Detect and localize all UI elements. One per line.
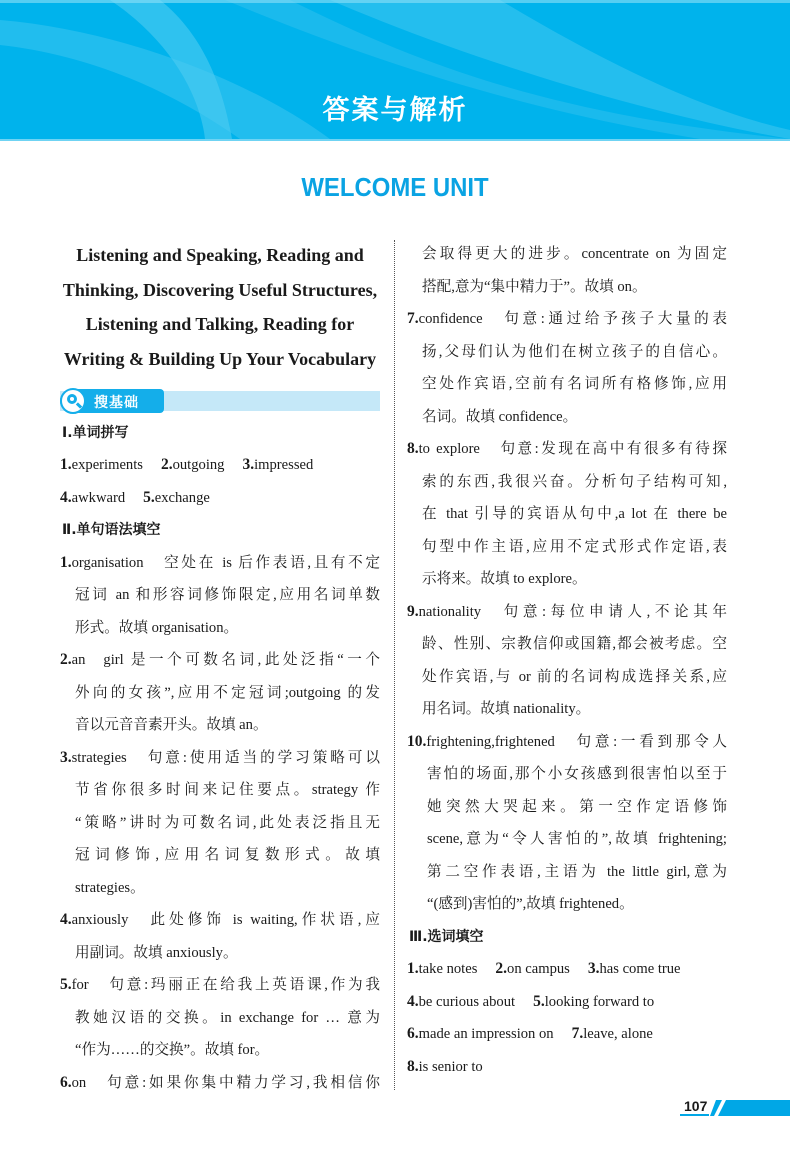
explanation-line: 句型中作主语,应用不定式形式作定语,表 bbox=[422, 538, 727, 555]
item-number: 4. bbox=[60, 911, 72, 929]
answer: leave, alone bbox=[583, 1026, 653, 1042]
explanation-item bbox=[60, 969, 380, 1067]
page-number: 107 bbox=[680, 1098, 709, 1116]
explanation-item bbox=[407, 726, 727, 921]
item-number: 9. bbox=[407, 602, 419, 620]
answer: strategies bbox=[71, 749, 127, 766]
explanation-item bbox=[60, 547, 380, 645]
header-banner bbox=[0, 0, 790, 141]
answer-row bbox=[407, 953, 727, 986]
explanation-line: 扬,父母们认为他们在树立孩子的自信心。 bbox=[422, 343, 727, 360]
answer: frightening,frightened bbox=[426, 733, 555, 750]
item-number: 3. bbox=[587, 960, 600, 977]
explanation-line: 害怕的场面,那个小女孩感到很害怕以至于 bbox=[427, 766, 727, 782]
answer: has come true bbox=[599, 961, 681, 977]
basics-tag-label: 搜基础 bbox=[94, 394, 139, 411]
item-number: 6. bbox=[407, 1025, 419, 1042]
answer: an bbox=[71, 652, 86, 669]
explanation-line: 用名词。故填 nationality。 bbox=[422, 701, 591, 717]
explanation-line: “策略”讲时为可数名词,此处表泛指且无 bbox=[75, 814, 380, 831]
item-number: 1. bbox=[60, 553, 72, 571]
answer: outgoing bbox=[172, 457, 225, 474]
section-heading-line: Listening and Speaking, Reading and bbox=[76, 245, 364, 265]
answer: is senior to bbox=[418, 1058, 483, 1075]
answer: awkward bbox=[71, 489, 126, 506]
explanation-line: 索的东西,我很兴奋。分析句子结构可知, bbox=[422, 473, 727, 490]
explanation-line: 空处作宾语,空前有名词所有格修饰,应用 bbox=[422, 376, 727, 392]
explanation-item bbox=[60, 644, 380, 742]
item-number: 5. bbox=[60, 976, 72, 994]
part-1-title: Ⅰ.单词拼写 bbox=[62, 424, 129, 441]
explanation-line: 外向的女孩”,应用不定冠词;outgoing 的发 bbox=[75, 684, 380, 701]
answer: on campus bbox=[507, 961, 570, 977]
part-3-title: Ⅲ.选词填空 bbox=[409, 928, 484, 945]
item-number: 1. bbox=[60, 456, 72, 474]
page-number-bar-decoration bbox=[710, 1100, 790, 1118]
answer: looking forward to bbox=[544, 993, 655, 1010]
item-number: 3. bbox=[242, 456, 255, 474]
answer: nationality bbox=[418, 603, 482, 620]
answer-row bbox=[60, 482, 380, 515]
answer: anxiously bbox=[71, 912, 129, 929]
answer: impressed bbox=[254, 457, 314, 474]
explanation-line: 龄、性别、宗教信仰或国籍,都会被考虑。空 bbox=[422, 636, 727, 652]
answer-row bbox=[407, 986, 727, 1019]
explanation-line: “(感到)害怕的”,故填 frightened。 bbox=[427, 896, 634, 912]
explanation-line: 冠词 an 和形容词修饰限定,应用名词单数 bbox=[75, 587, 380, 604]
explanation-line: 形式。故填 organisation。 bbox=[75, 619, 239, 636]
explanation-line: 句意:如果你集中精力学习,我相信你 bbox=[104, 1074, 380, 1091]
unit-title: WELCOME UNIT bbox=[301, 172, 489, 202]
answer-row bbox=[407, 1051, 727, 1084]
explanation-line: 名词。故填 confidence。 bbox=[422, 408, 578, 425]
item-number: 3. bbox=[60, 748, 72, 766]
section-heading bbox=[60, 238, 380, 377]
explanation-line: 句意:每位申请人,不论其年 bbox=[499, 603, 727, 620]
item-number: 6. bbox=[60, 1073, 72, 1091]
explanation-line: girl 是一个可数名词,此处泛指“一个 bbox=[103, 652, 380, 669]
answer: to explore bbox=[418, 441, 480, 457]
answer: confidence bbox=[418, 311, 483, 327]
explanation-line: 句意:玛丽正在给我上英语课,作为我 bbox=[106, 977, 380, 994]
section-heading-line: Writing & Building Up Your Vocabulary bbox=[63, 349, 377, 370]
explanation-item bbox=[407, 596, 727, 726]
answer-row bbox=[60, 449, 380, 482]
item-number: 10. bbox=[407, 732, 427, 750]
item-number: 7. bbox=[407, 310, 419, 327]
answer: take notes bbox=[418, 961, 478, 977]
explanation-line: 句意:发现在高中有很多有待探 bbox=[497, 441, 728, 457]
item-number: 5. bbox=[533, 992, 545, 1010]
explanation-item bbox=[407, 303, 727, 433]
explanation-line: 教她汉语的交换。in exchange for … 意为 bbox=[75, 1009, 380, 1026]
part-2-title: Ⅱ.单句语法填空 bbox=[62, 522, 161, 539]
answer: exchange bbox=[154, 489, 210, 506]
item-number: 2. bbox=[495, 960, 508, 977]
answer: for bbox=[71, 977, 89, 994]
explanation-line: 她突然大哭起来。第一空作定语修饰 bbox=[427, 798, 727, 815]
item-number: 2. bbox=[60, 651, 72, 669]
item-number: 8. bbox=[407, 440, 419, 457]
explanation-line: 句意:一看到那令人 bbox=[572, 733, 727, 750]
answer: on bbox=[71, 1074, 87, 1091]
explanation-line: 句意:使用适当的学习策略可以 bbox=[144, 749, 380, 766]
item-number: 7. bbox=[571, 1025, 584, 1042]
answer: be curious about bbox=[418, 993, 516, 1010]
explanation-line: 用副词。故填 anxiously。 bbox=[75, 944, 238, 961]
explanation-line: 音以元音音素开头。故填 an。 bbox=[75, 717, 268, 734]
explanation-line: 在 that 引导的宾语从句中,a lot 在 there be bbox=[422, 506, 727, 522]
item-number: 4. bbox=[407, 992, 419, 1010]
answer-row bbox=[407, 1018, 727, 1051]
explanation-line: 处作宾语,与 or 前的名词构成选择关系,应 bbox=[422, 668, 727, 685]
explanation-line: scene,意为“令人害怕的”,故填 frightening; bbox=[427, 831, 727, 847]
explanation-line: 此处修饰 is waiting,作状语,应 bbox=[146, 912, 380, 929]
item-number: 5. bbox=[143, 488, 155, 506]
explanation-item bbox=[60, 1067, 380, 1100]
explanation-line: 会取得更大的进步。concentrate on 为固定 bbox=[422, 246, 727, 262]
explanation-item-continued bbox=[407, 238, 727, 303]
explanation-line: 句意:通过给予孩子大量的表 bbox=[500, 311, 727, 327]
search-icon bbox=[60, 388, 86, 414]
explanation-line: 示将来。故填 to explore。 bbox=[422, 571, 587, 587]
item-number: 8. bbox=[407, 1057, 419, 1075]
explanation-line: 冠词修饰,应用名词复数形式。故填 bbox=[75, 847, 380, 864]
explanation-item bbox=[60, 904, 380, 969]
item-number: 2. bbox=[160, 456, 173, 474]
explanation-line: “作为……的交换”。故填 for。 bbox=[75, 1042, 270, 1059]
section-heading-line: Thinking, Discovering Useful Structures, bbox=[62, 279, 378, 300]
basics-tag-bar bbox=[60, 391, 380, 411]
explanation-item bbox=[60, 742, 380, 905]
explanation-line: 搭配,意为“集中精力于”。故填 on。 bbox=[422, 278, 647, 295]
right-column bbox=[407, 238, 727, 1083]
explanation-item bbox=[407, 433, 727, 596]
explanation-line: 空处在 is 后作表语,且有不定 bbox=[161, 554, 380, 571]
explanation-line: 第二空作表语,主语为 the little girl,意为 bbox=[427, 863, 727, 880]
answer: made an impression on bbox=[418, 1026, 554, 1042]
item-number: 1. bbox=[407, 960, 419, 977]
left-column bbox=[60, 238, 380, 1099]
answer: organisation bbox=[71, 554, 144, 571]
banner-title: 答案与解析 bbox=[322, 95, 468, 126]
item-number: 4. bbox=[60, 488, 72, 506]
explanation-line: 节省你很多时间来记住要点。strategy 作 bbox=[75, 782, 380, 799]
section-heading-line: Listening and Talking, Reading for bbox=[85, 314, 355, 335]
explanation-line: strategies。 bbox=[75, 879, 145, 896]
column-divider bbox=[394, 240, 395, 1090]
answer: experiments bbox=[71, 457, 143, 474]
